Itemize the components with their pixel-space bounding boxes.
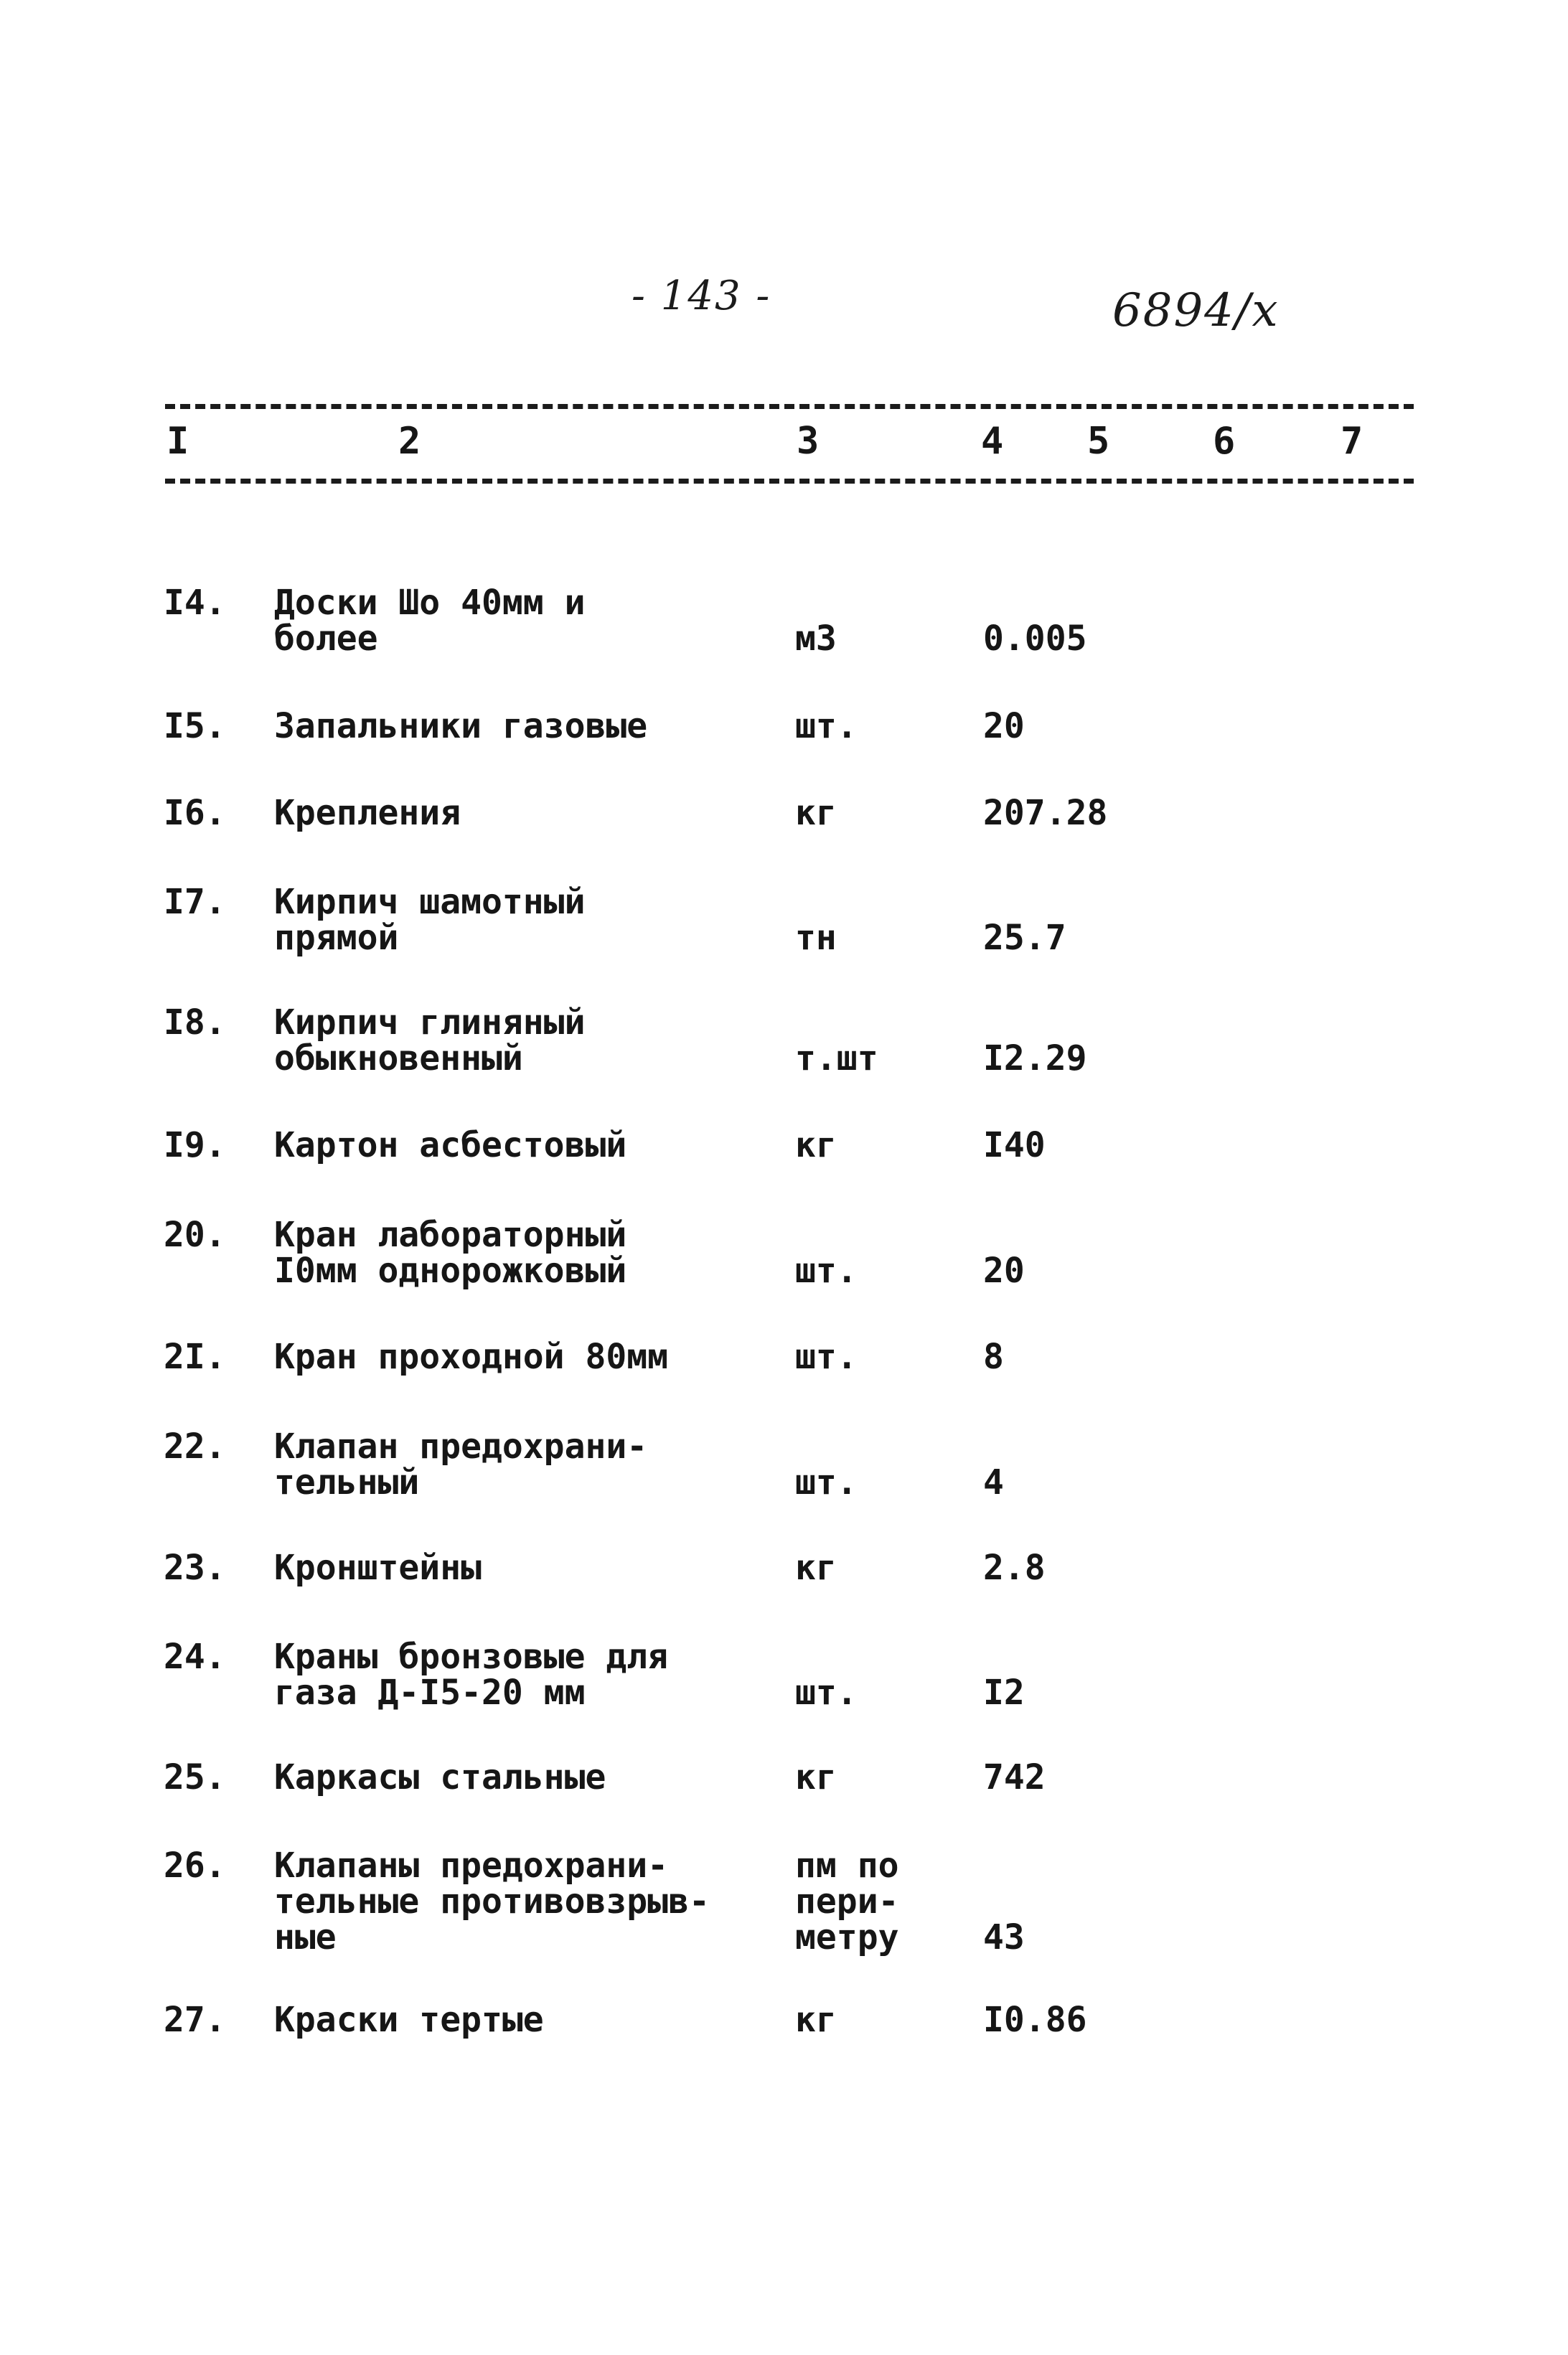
item-quantity: 8 <box>983 1337 1004 1377</box>
row-number: I5. <box>164 706 226 746</box>
row-number: I9. <box>164 1125 226 1165</box>
page-number: - 143 - <box>632 273 771 319</box>
item-quantity: 43 <box>983 1917 1025 1957</box>
item-unit: кг <box>795 1548 837 1588</box>
item-name: Картон асбестовый <box>274 1125 627 1165</box>
item-unit: кг <box>795 1757 837 1797</box>
row-number: 22. <box>164 1426 226 1467</box>
item-name: Запальники газовые <box>274 706 648 746</box>
item-unit: кг <box>795 2000 837 2040</box>
item-unit: кг <box>795 1125 837 1165</box>
item-quantity: 20 <box>983 1251 1025 1291</box>
item-name: Клапан предохрани- тельный <box>274 1426 648 1503</box>
item-name: Клапаны предохрани- тельные противовзрыв- ные <box>274 1846 710 1957</box>
item-name: Краны бронзовые для газа Д-I5-20 мм <box>274 1637 669 1713</box>
item-quantity: 742 <box>983 1757 1046 1797</box>
item-unit: м3 <box>795 619 837 659</box>
item-name: Кран лабораторный I0мм однорожковый <box>274 1215 627 1291</box>
item-unit: шт. <box>795 1251 858 1291</box>
item-unit: тн <box>795 918 837 958</box>
column-number-1: I <box>166 420 189 463</box>
header-rule-top <box>165 404 1414 409</box>
column-number-6: 6 <box>1213 420 1236 463</box>
item-quantity: 4 <box>983 1462 1004 1503</box>
item-unit: т.шт <box>795 1038 878 1078</box>
row-number: I4. <box>164 583 226 623</box>
item-quantity: I0.86 <box>983 2000 1087 2040</box>
column-number-3: 3 <box>797 420 820 463</box>
column-number-2: 2 <box>398 420 421 463</box>
row-number: I7. <box>164 882 226 922</box>
item-quantity: I40 <box>983 1125 1046 1165</box>
row-number: I6. <box>164 793 226 833</box>
row-number: 25. <box>164 1757 226 1797</box>
item-name: Кирпич глиняный обыкновенный <box>274 1002 586 1078</box>
item-name: Краски тертые <box>274 2000 544 2040</box>
item-unit: шт. <box>795 1337 858 1377</box>
item-name: Кирпич шамотный прямой <box>274 882 586 958</box>
item-name: Доски Шо 40мм и более <box>274 583 586 659</box>
item-quantity: 2.8 <box>983 1548 1046 1588</box>
item-name: Кронштейны <box>274 1548 482 1588</box>
item-name: Крепления <box>274 793 461 833</box>
item-quantity: 207.28 <box>983 793 1108 833</box>
row-number: I8. <box>164 1002 226 1043</box>
column-number-5: 5 <box>1087 420 1110 463</box>
item-unit: пм по пери- метру <box>795 1846 899 1957</box>
item-unit: шт. <box>795 706 858 746</box>
item-quantity: I2.29 <box>983 1038 1087 1078</box>
item-quantity: 20 <box>983 706 1025 746</box>
item-name: Каркасы стальные <box>274 1757 606 1797</box>
item-quantity: 25.7 <box>983 918 1066 958</box>
item-unit: шт. <box>795 1673 858 1713</box>
row-number: 27. <box>164 2000 226 2040</box>
row-number: 20. <box>164 1215 226 1255</box>
column-number-4: 4 <box>981 420 1004 463</box>
column-number-7: 7 <box>1341 420 1363 463</box>
item-quantity: I2 <box>983 1673 1025 1713</box>
item-unit: шт. <box>795 1462 858 1503</box>
row-number: 2I. <box>164 1337 226 1377</box>
document-code: 6894/x <box>1112 284 1280 337</box>
item-quantity: 0.005 <box>983 619 1087 659</box>
header-rule-bottom <box>165 479 1414 484</box>
item-unit: кг <box>795 793 837 833</box>
row-number: 24. <box>164 1637 226 1677</box>
item-name: Кран проходной 80мм <box>274 1337 669 1377</box>
row-number: 23. <box>164 1548 226 1588</box>
row-number: 26. <box>164 1846 226 1886</box>
